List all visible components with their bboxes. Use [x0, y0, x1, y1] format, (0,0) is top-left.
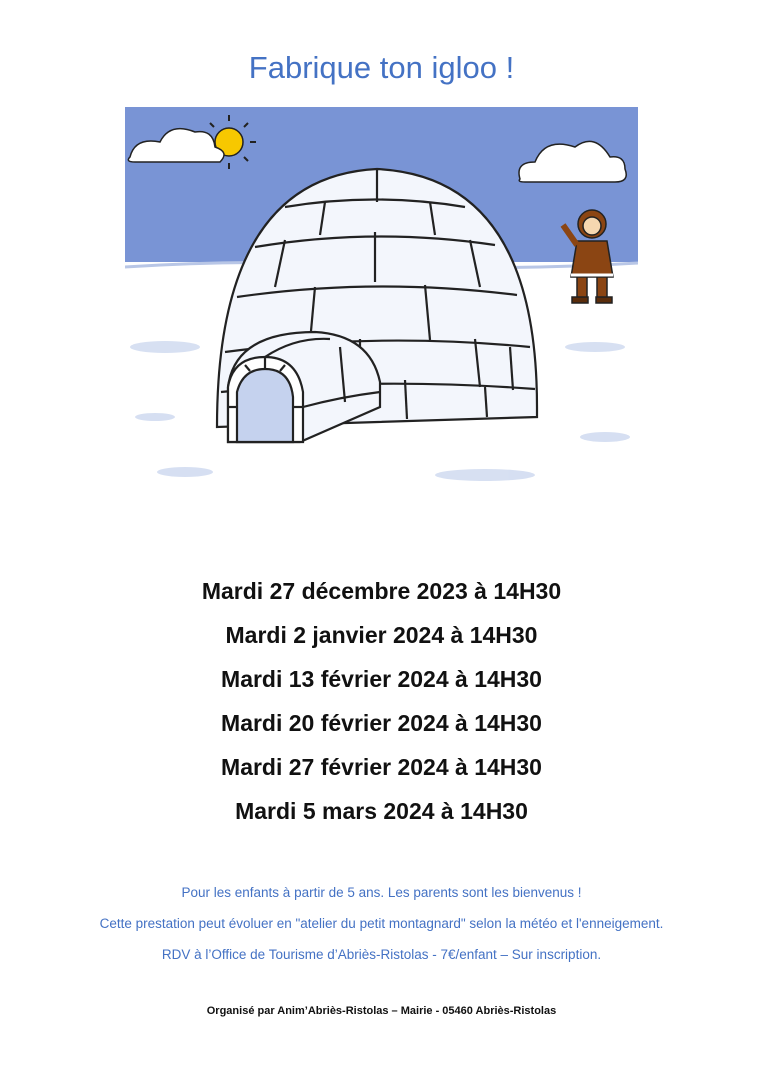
info-weather: Cette prestation peut évoluer en "atelier du petit montagnard" selon la météo et l'enneigement.: [99, 916, 664, 931]
date-line: Mardi 5 mars 2024 à 14H30: [235, 798, 528, 824]
organizer-footer: Organisé par Anim’Abriès-Ristolas – Mairie - 05460 Abriès-Ristolas: [206, 1005, 557, 1017]
date-line: Mardi 2 janvier 2024 à 14H30: [225, 622, 538, 648]
date-line: Mardi 20 février 2024 à 14H30: [221, 710, 542, 736]
info-block: [0, 882, 763, 975]
date-line: Mardi 27 décembre 2023 à 14H30: [201, 578, 562, 604]
info-meeting: RDV à l’Office de Tourisme d’Abriès-Ristolas - 7€/enfant – Sur inscription.: [161, 947, 602, 962]
info-age: Pour les enfants à partir de 5 ans. Les parents sont les bienvenus !: [181, 885, 582, 900]
page-title: Fabrique ton igloo !: [248, 50, 515, 85]
igloo-illustration: [125, 107, 638, 519]
date-line: Mardi 27 février 2024 à 14H30: [221, 754, 542, 780]
date-line: Mardi 13 février 2024 à 14H30: [221, 666, 542, 692]
dates-list: [0, 573, 763, 837]
